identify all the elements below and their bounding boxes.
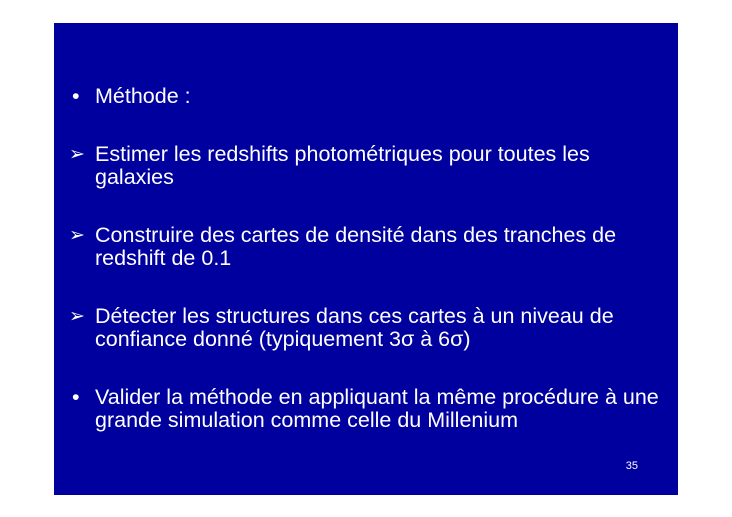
bullet-item-valider (70, 386, 670, 432)
bullet-item-methode (70, 85, 670, 108)
bullet-item-detecter (70, 305, 670, 351)
bullet-text: Estimer les redshifts photométriques pour toutes les galaxies (95, 142, 590, 189)
arrow-bullet-icon: ➢ (69, 224, 85, 246)
bullet-dot-icon: • (72, 385, 80, 409)
arrow-bullet-icon: ➢ (69, 143, 85, 165)
page-number: 35 (625, 460, 638, 472)
bullet-text: Détecter les structures dans ces cartes à un niveau de confiance donné (typiquement 3σ à 6σ) (95, 304, 614, 351)
slide (54, 23, 678, 495)
bullet-item-construire (70, 224, 670, 270)
bullet-dot-icon: • (72, 84, 80, 108)
bullet-text: Construire des cartes de densité dans des tranches de redshift de 0.1 (95, 223, 617, 270)
bullet-list (70, 85, 670, 432)
bullet-item-estimer (70, 143, 670, 189)
bullet-text: Valider la méthode en appliquant la même procédure à une grande simulation comme celle du Millenium (95, 385, 659, 432)
arrow-bullet-icon: ➢ (69, 305, 85, 327)
bullet-text: Méthode : (95, 84, 191, 108)
